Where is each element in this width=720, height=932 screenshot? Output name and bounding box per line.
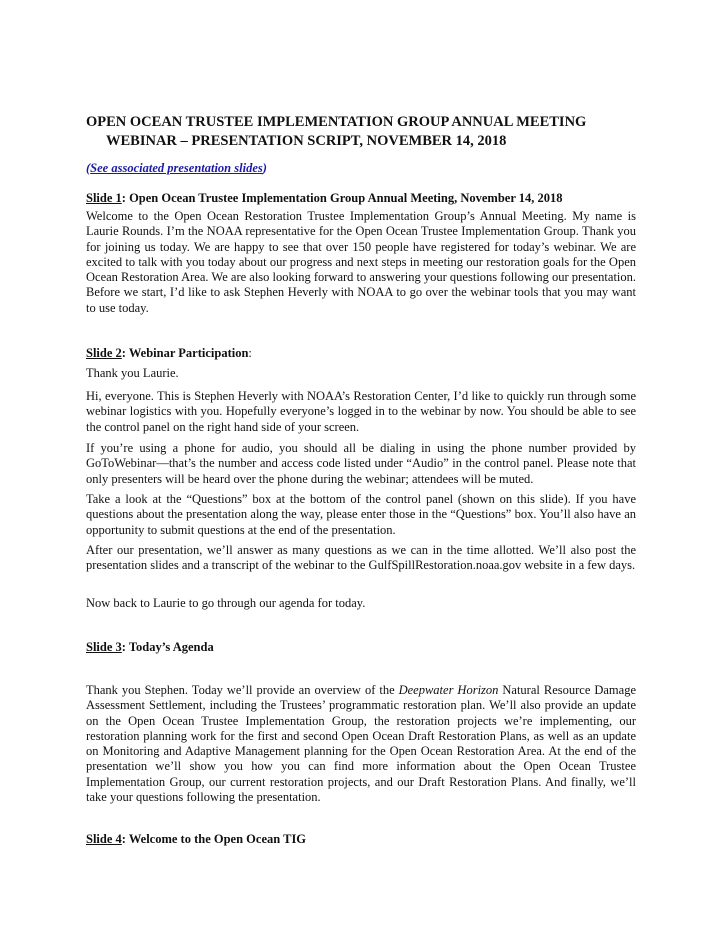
slide-2-paragraph-6: Now back to Laurie to go through our agenda for today. [86, 596, 366, 610]
slide-2-paragraph-5: After our presentation, we’ll answer as many questions as we can in the time allotted. We’ll also post the presentation slides and a transcript of the webinar to the GulfSpillRestoration.noaa.gov website in a few days. [86, 543, 636, 573]
slide-2-heading [86, 345, 252, 361]
slide-2-paragraph-1: Thank you Laurie. [86, 366, 179, 380]
slide-3-number: Slide 3 [86, 640, 122, 654]
slide-4-title: : Welcome to the Open Ocean TIG [121, 832, 307, 846]
slides-link-line [86, 160, 267, 176]
slide-2-paragraph-3: If you’re using a phone for audio, you should all be dialing in using the phone number provided by GoToWebinar—that’s the number and access code listed under “Audio” in the control panel. Please note that only presenters will be heard over the phone during the webinar; attendees will be muted. [86, 441, 636, 486]
slide-1-heading [86, 190, 563, 206]
slide-1-paragraph: Welcome to the Open Ocean Restoration Trustee Implementation Group’s Annual Meeting. My name is Laurie Rounds. I’m the NOAA representative for the Open Ocean Trustee Implementation Group. Thank you for joining us today. We are happy to see that over 150 people have registered for today’s webinar. We are excited to talk with you today about our progress and next steps in meeting our restoration goals for the Open Ocean Restoration Area. We are also looking forward to answering your questions following our presentation. Before we start, I’d like to ask Stephen Heverly with NOAA to go over the webinar tools that you may want to use today. [86, 209, 637, 315]
link-paren-open: ( [86, 161, 91, 175]
link-paren-close: ) [262, 161, 267, 175]
slide-3-paragraph [86, 683, 636, 805]
slide-1-title: : Open Ocean Trustee Implementation Group Annual Meeting, November 14, 2018 [121, 191, 563, 205]
slide-3-text-start: Thank you Stephen. Today we’ll provide an overview of the [86, 683, 399, 697]
title-line-1: OPEN OCEAN TRUSTEE IMPLEMENTATION GROUP ANNUAL MEETING [86, 114, 587, 130]
slide-4-heading [86, 831, 306, 847]
slide-2-title-colon: : [248, 346, 252, 360]
slide-3-text-end: Natural Resource Damage Assessment Settlement, including the Trustees’ programmatic restoration plan. We’ll also provide an update on the Open Ocean Trustee Implementation Group, the restoration projects we’re implementing, our restoration planning work for the first and second Open Ocean Draft Restoration Plans, as well as an update on Monitoring and Adaptive Management planning for the Open Ocean Restoration Area. At the end of the presentation we’ll show you how you can find more information about the Open Ocean Trustee Implementation Group, our current restoration projects, and our Draft Restoration Plans. And finally, we’ll take your questions following the presentation. [86, 683, 636, 805]
slide-3-italic-term: Deepwater Horizon [398, 683, 499, 697]
slide-2-paragraph-2: Hi, everyone. This is Stephen Heverly with NOAA’s Restoration Center, I’d like to quickly run through some webinar logistics with you. Hopefully everyone’s logged in to the webinar by now. You should be able to see the control panel on the right hand side of your screen. [86, 389, 636, 434]
slide-2-number: Slide 2 [86, 346, 122, 360]
presentation-slides-link[interactable]: See associated presentation slides [90, 161, 263, 175]
slide-2-title: : Webinar Participation [121, 346, 249, 360]
slide-3-title: : Today’s Agenda [121, 640, 214, 654]
slide-1-number: Slide 1 [86, 191, 122, 205]
document-title [86, 113, 646, 151]
slide-4-number: Slide 4 [86, 832, 122, 846]
title-line-2: WEBINAR – PRESENTATION SCRIPT, NOVEMBER 14, 2018 [106, 133, 507, 149]
slide-2-paragraph-4: Take a look at the “Questions” box at the bottom of the control panel (shown on this slide). If you have questions about the presentation along the way, please enter those in the “Questions” box. You’ll also have an opportunity to submit questions at the end of the presentation. [86, 492, 636, 537]
slide-3-heading [86, 639, 214, 655]
